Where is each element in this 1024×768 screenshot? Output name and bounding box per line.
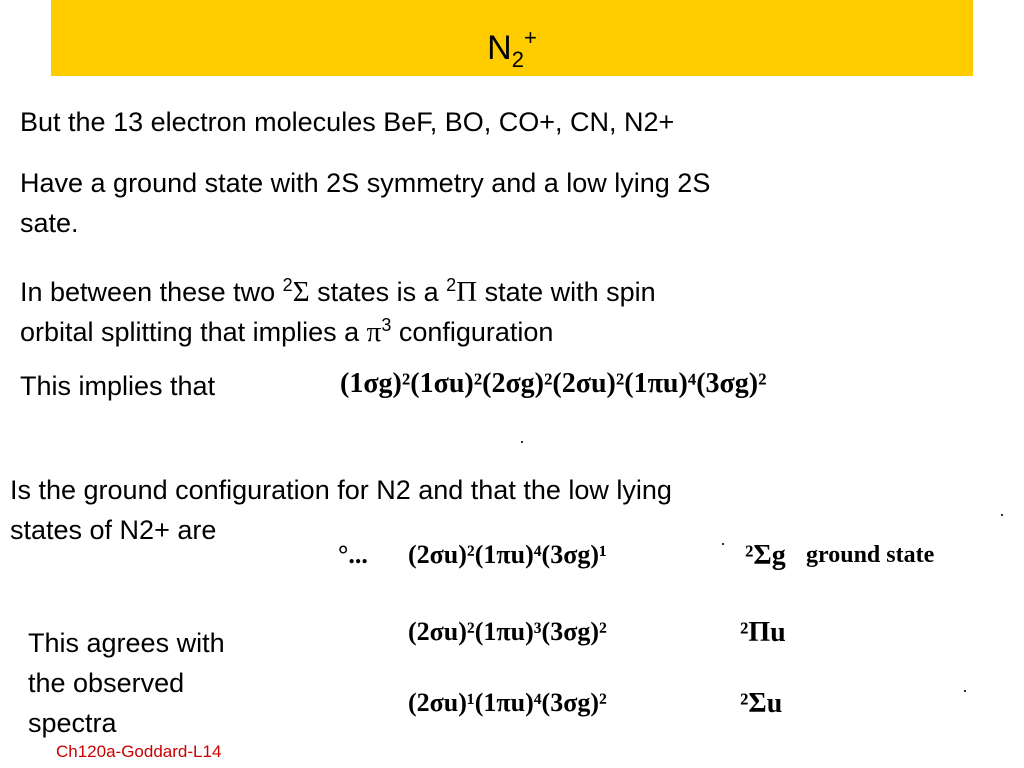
state-3-configuration: (2σu)¹(1πu)⁴(3σg)² [408,688,607,717]
state-1-term: ²Σg [745,540,786,571]
intro-line-3-text-a: In between these two [20,277,283,307]
conclusion-line-3: spectra [28,708,117,738]
intro-line-2a: Have a ground state with 2S symmetry and a low lying 2S [20,168,711,198]
scan-speck [722,543,724,545]
conclusion-line-2: the observed [28,668,185,698]
sigma-symbol: Σ [292,276,310,308]
slide-title [51,18,973,80]
intro-line-4-text-b: configuration [391,317,554,347]
intro-line-2b: sate. [20,208,79,238]
scan-speck [521,441,523,443]
pi-symbol: Π [456,276,478,308]
intro-line-3-text-c: state with spin [477,277,656,307]
scan-speck [964,690,966,692]
intro-line-3-sup-b: 2 [446,275,457,295]
state-2-term: ²Πu [740,617,786,648]
intro-line-3 [20,266,656,311]
intro-line-5: This implies that [20,371,216,401]
middle-line-1: Is the ground configuration for N2 and that the low lying [10,475,672,505]
ground-configuration: (1σg)²(1σu)²(2σg)²(2σu)²(1πu)⁴(3σg)² [340,368,767,399]
intro-line-3-text-b: states is a [309,277,447,307]
intro-line-4-text-a: orbital splitting that implies a [20,317,367,347]
state-1-prefix: °... [338,540,368,569]
title-bar [51,0,973,76]
title-main: N [487,29,512,67]
title-superscript: + [523,25,537,50]
intro-line-4-sup: 3 [381,315,392,335]
title-subscript: 2 [511,47,524,72]
scan-speck [1001,514,1003,516]
pi-lowercase-symbol: π [366,316,382,348]
middle-line-2: states of N2+ are [10,515,217,545]
state-3-term: ²Σu [740,688,783,719]
intro-line-1: But the 13 electron molecules BeF, BO, CO+, CN, N2+ [20,107,675,137]
state-2-configuration: (2σu)²(1πu)³(3σg)² [408,617,607,646]
intro-line-4 [20,306,553,351]
state-1-label: ground state [806,542,935,568]
intro-line-3-sup-a: 2 [282,275,293,295]
state-1-configuration: (2σu)²(1πu)⁴(3σg)¹ [408,540,607,569]
conclusion-line-1: This agrees with [28,628,225,658]
footer-course-label: Ch120a-Goddard-L14 [56,742,222,761]
